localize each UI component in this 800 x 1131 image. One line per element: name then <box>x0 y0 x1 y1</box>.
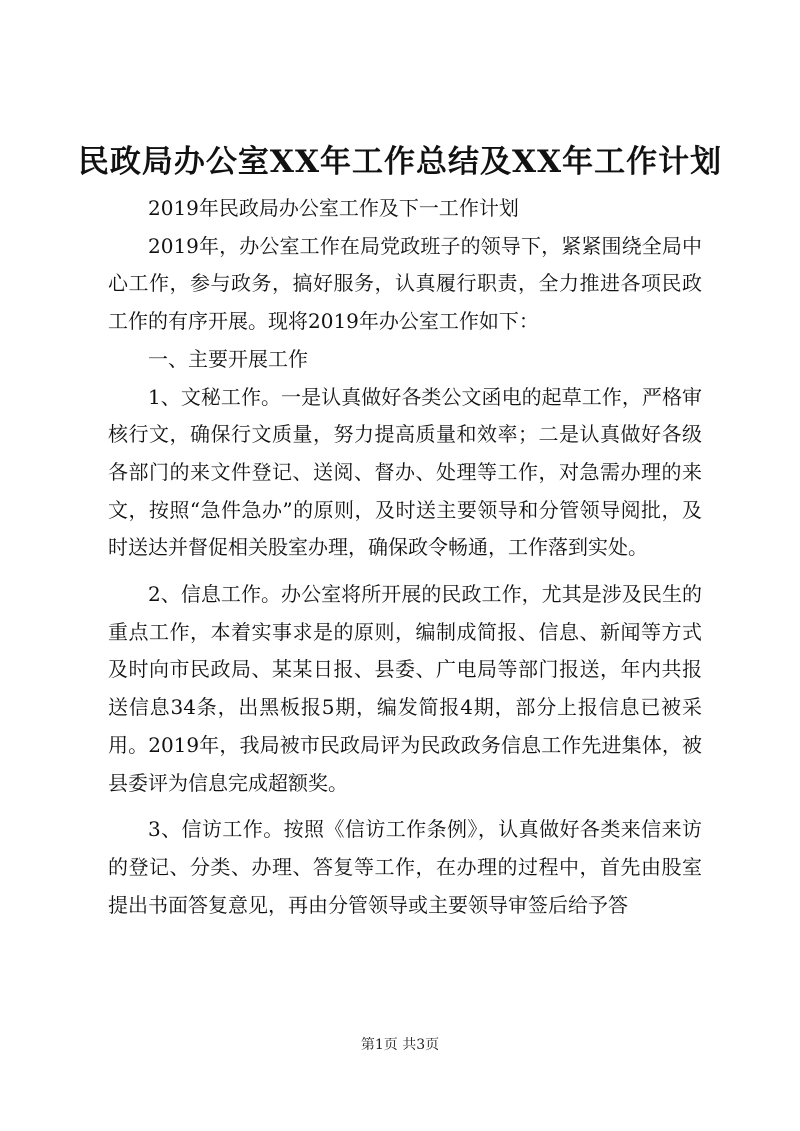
subtitle-paragraph: 2019年民政局办公室工作及下一工作计划 <box>148 196 519 220</box>
document-body <box>108 190 702 933</box>
information-work-paragraph: 2、信息工作。办公室将所开展的民政工作，尤其是涉及民生的重点工作，本着实事求是的原则，编制成简报、信息、新闻等方式及时向市民政局、某某日报、县委、广电局等部门报送，年内共报送信息34条，出黑板报5期，编发简报4期，部分上报信息已被采用。2019年，我局被市民政局评为民政政务信息工作先进集体，被县委评为信息完成超额奖。 <box>108 582 702 795</box>
section-heading: 一、主要开展工作 <box>148 346 308 371</box>
intro-paragraph: 2019年，办公室工作在局党政班子的领导下，紧紧围绕全局中心工作，参与政务，搞好服务，认真履行职责，全力推进各项民政工作的有序开展。现将2019年办公室工作如下： <box>108 233 702 334</box>
page-footer: 第1页 共3页 <box>360 1037 440 1053</box>
clerical-work-paragraph: 1、文秘工作。一是认真做好各类公文函电的起草工作，严格审核行文，确保行文质量，努力提高质量和效率；二是认真做好各级各部门的来文件登记、送阅、督办、处理等工作，对急需办理的来文，按照“急件急办”的原则，及时送主要领导和分管领导阅批，及时送达并督促相关股室办理，确保政令畅通，工作落到实处。 <box>108 384 702 560</box>
petition-work-paragraph: 3、信访工作。按照《信访工作条例》，认真做好各类来信来访的登记、分类、办理、答复等工作，在办理的过程中，首先由股室提出书面答复意见，再由分管领导或主要领导审签后给予答 <box>108 817 702 917</box>
document-title: 民政局办公室XX年工作总结及XX年工作计划 <box>77 144 723 180</box>
